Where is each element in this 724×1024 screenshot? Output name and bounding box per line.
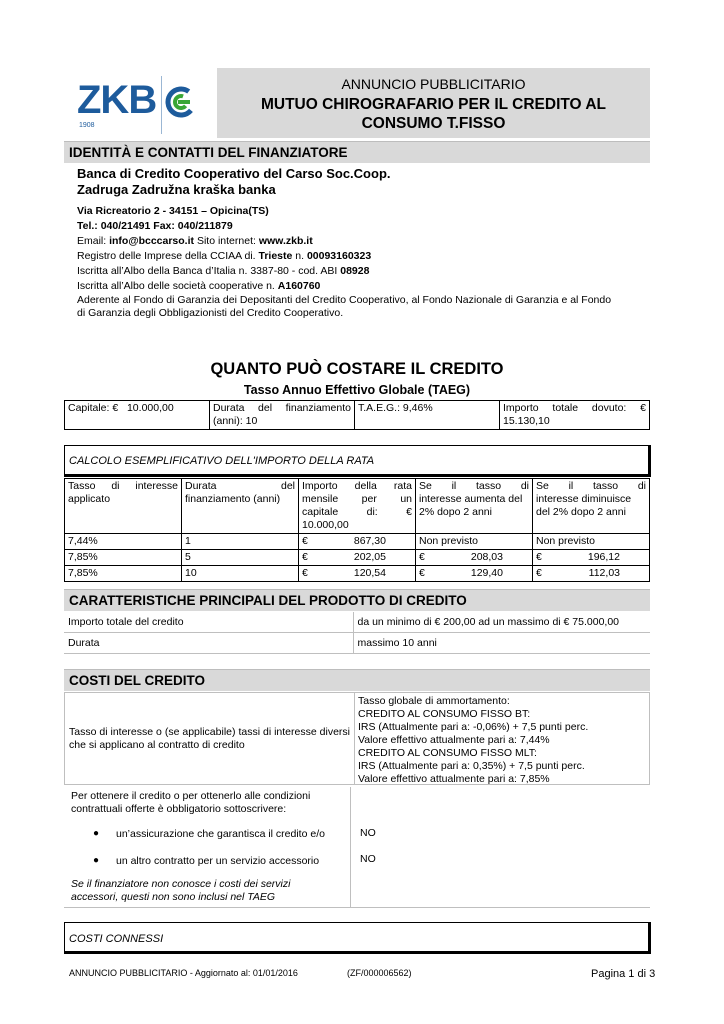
bullet-icon: ● <box>93 855 100 866</box>
accessory-note: Se il finanziatore non conosce i costi dei servizi accessori, questi non sono inclusi nel TAEG <box>71 878 291 903</box>
total-cell: Importo totale dovuto: € 15.130,10 <box>500 401 650 430</box>
lender-phone: Tel.: 040/21491 Fax: 040/211879 <box>77 220 233 232</box>
section-costs-heading: COSTI DEL CREDITO <box>64 669 650 691</box>
accessory-value: NO <box>360 853 376 865</box>
bank-logo <box>77 72 217 138</box>
features-table <box>64 612 650 654</box>
footer-left: ANNUNCIO PUBBLICITARIO - Aggiornato al: 01/01/2016 <box>69 968 298 978</box>
section-features-heading: CARATTERISTICHE PRINCIPALI DEL PRODOTTO DI CREDITO <box>64 589 650 611</box>
lender-albo: Iscritta all’Albo della Banca d’Italia n. 3387-80 - cod. ABI 08928 <box>77 265 370 277</box>
lender-name-1: Banca di Credito Cooperativo del Carso Soc.Coop. <box>77 166 391 181</box>
table-row: 7,44% 1 € 867,30 Non previsto Non previsto <box>65 534 650 550</box>
logo-text: ZKB <box>77 78 157 122</box>
taeg-heading: Tasso Annuo Effettivo Globale (TAEG) <box>243 383 471 397</box>
announcement-header <box>217 68 650 138</box>
lender-website[interactable]: www.zkb.it <box>258 235 313 247</box>
duration-cell: Durata del finanziamento (anni): 10 <box>210 401 355 430</box>
lender-address: Via Ricreatorio 2 - 34151 – Opicina(TS) <box>77 205 269 217</box>
interest-rate-values: Tasso globale di ammortamento: CREDITO AL CONSUMO FISSO BT: IRS (Attualmente pari a: -0,06%) + 7,5 punti perc. Valore effettivo attualmente pari a: 7,44% CREDITO AL CONSUMO FISSO MLT: IRS (Attualmente pari a: 0,35%) + 7,5 punti perc. Valore effettivo attualmente pari a: 7,85% <box>358 695 589 785</box>
lender-fund: Aderente al Fondo di Garanzia dei Depositanti del Credito Cooperativo, al Fondo Nazionale di Garanzia e al Fondo di Garanzia degli Obbligazionisti del Credito Cooperativo. <box>77 294 612 319</box>
mandatory-contracts-block <box>64 787 650 908</box>
table-row: Importo totale del credito da un minimo di € 200,00 ad un massimo di € 75.000,00 <box>64 612 650 633</box>
insurance-label: un’assicurazione che garantisca il credito e/o <box>116 828 325 840</box>
rate-calc-heading: CALCOLO ESEMPLIFICATIVO DELL'IMPORTO DELLA RATA <box>64 445 651 477</box>
interest-rate-block <box>64 692 650 785</box>
rate-table-header: Tasso di interesse applicato Durata del finanziamento (anni) Importo della rata mensile per un capitale di: € 10.000,00 Se il tasso di interesse aumenta del 2% dopo 2 anni Se il tasso di interesse diminuisce del 2% dopo 2 anni <box>65 479 650 534</box>
logo-year: 1908 <box>79 122 95 129</box>
insurance-value: NO <box>360 827 376 839</box>
section-lender-heading: IDENTITÀ E CONTATTI DEL FINANZIATORE <box>64 141 650 163</box>
footer-code: (ZF/000006562) <box>347 968 412 978</box>
logo-divider <box>161 76 162 134</box>
cost-heading: QUANTO PUÒ COSTARE IL CREDITO <box>210 360 504 378</box>
table-row: Durata massimo 10 anni <box>64 633 650 654</box>
lender-email[interactable]: info@bcccarso.it <box>109 235 195 247</box>
taeg-cell: T.A.E.G.: 9,46% <box>355 401 500 430</box>
taeg-table <box>64 400 650 430</box>
lender-registry: Registro delle Imprese della CCIAA di. Trieste n. 00093160323 <box>77 250 372 262</box>
title-line-2: CONSUMO T.FISSO <box>361 115 506 132</box>
accessory-label: un altro contratto per un servizio accessorio <box>116 855 320 867</box>
lender-name-2: Zadruga Zadružna kraška banka <box>77 182 276 197</box>
title-line-1: MUTUO CHIROGRAFARIO PER IL CREDITO AL <box>260 96 607 113</box>
lender-coop: Iscritta all’Albo delle società cooperative n. A160760 <box>77 280 321 292</box>
obligation-text: Per ottenere il credito o per ottenerlo alle condizioni contrattuali offerte è obbligatorio sottoscrivere: <box>71 790 311 815</box>
capital-cell: Capitale: € 10.000,00 <box>65 401 210 430</box>
interest-rate-label: Tasso di interesse o (se applicabile) tassi di interesse diversi che si applicano al contratto di credito <box>65 693 355 784</box>
connected-costs-heading: COSTI CONNESSI <box>64 922 651 954</box>
table-row: 7,85% 10 € 120,54 € 129,40 € 112,03 <box>65 566 650 582</box>
announcement-subtitle: ANNUNCIO PUBBLICITARIO <box>341 76 526 92</box>
bcc-logo-icon <box>165 86 197 118</box>
lender-details <box>77 166 647 320</box>
lender-contacts: Email: info@bcccarso.it Sito internet: www.zkb.it <box>77 235 313 247</box>
rate-table <box>64 478 650 582</box>
table-row: 7,85% 5 € 202,05 € 208,03 € 196,12 <box>65 550 650 566</box>
page-number: Pagina 1 di 3 <box>591 968 656 980</box>
announcement-title <box>217 95 650 133</box>
bullet-icon: ● <box>93 828 100 839</box>
